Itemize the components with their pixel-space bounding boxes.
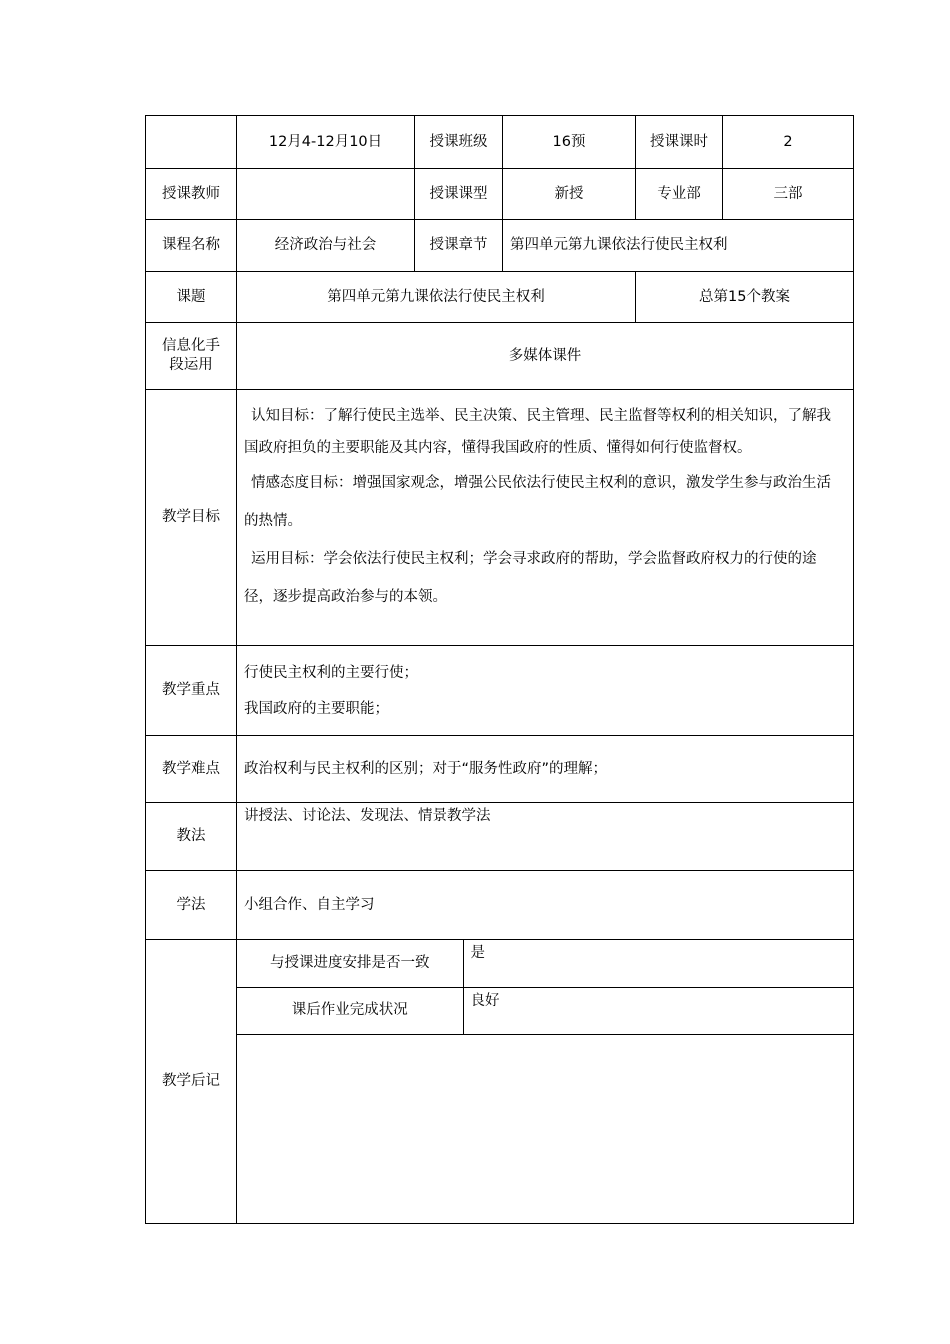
chapter-value: 第四单元第九课依法行使民主权利 [503, 220, 854, 272]
key-points-label: 教学重点 [146, 646, 237, 736]
postscript-row-homework [237, 987, 853, 1034]
row-learning [146, 871, 854, 940]
row-methods [146, 803, 854, 871]
hours-value: 2 [723, 116, 854, 169]
row-difficulties [146, 736, 854, 803]
postscript-label: 教学后记 [146, 940, 237, 1224]
row-postscript [146, 940, 854, 1224]
goal-cognitive: 认知目标：了解行使民主选举、民主决策、民主管理、民主监督等权利的相关知识，了解我国政府担负的主要职能及其内容，懂得我国政府的性质、懂得如何行使监督权。 [244, 408, 831, 456]
class-value: 16预 [503, 116, 636, 169]
it-value: 多媒体课件 [237, 323, 854, 390]
row-key-points [146, 646, 854, 736]
postscript-table [237, 940, 853, 1223]
homework-question: 课后作业完成状况 [237, 987, 463, 1034]
course-value: 经济政治与社会 [237, 220, 415, 272]
plan-number: 总第15个教案 [636, 272, 854, 323]
row-goals [146, 390, 854, 646]
difficulties-label: 教学难点 [146, 736, 237, 803]
postscript-row-notes [237, 1034, 853, 1223]
key-point-1: 行使民主权利的主要行使； [244, 664, 418, 681]
date-range: 12月4-12月10日 [237, 116, 415, 169]
row-date [146, 116, 854, 169]
row-teacher [146, 169, 854, 220]
key-point-2: 我国政府的主要职能； [244, 700, 389, 717]
teacher-label: 授课教师 [146, 169, 237, 220]
postscript-row-progress [237, 940, 853, 987]
it-label-line2: 段运用 [169, 357, 213, 373]
hours-label: 授课课时 [636, 116, 723, 169]
topic-label: 课题 [146, 272, 237, 323]
progress-answer: 是 [463, 940, 853, 987]
methods-value: 讲授法、讨论法、发现法、情景教学法 [237, 803, 854, 871]
postscript-notes [237, 1034, 853, 1223]
goal-emotional: 情感态度目标：增强国家观念，增强公民依法行使民主权利的意识，激发学生参与政治生活的热情。 [244, 475, 831, 529]
type-value: 新授 [503, 169, 636, 220]
type-label: 授课课型 [415, 169, 503, 220]
goals-label: 教学目标 [146, 390, 237, 646]
row-topic [146, 272, 854, 323]
progress-question: 与授课进度安排是否一致 [237, 940, 463, 987]
postscript-content [237, 940, 854, 1224]
homework-answer: 良好 [463, 987, 853, 1034]
difficulties-value: 政治权利与民主权利的区别；对于“服务性政府”的理解； [237, 736, 854, 803]
chapter-label: 授课章节 [415, 220, 503, 272]
class-label: 授课班级 [415, 116, 503, 169]
methods-label: 教法 [146, 803, 237, 871]
teacher-value [237, 169, 415, 220]
learning-value: 小组合作、自主学习 [237, 871, 854, 940]
topic-value: 第四单元第九课依法行使民主权利 [237, 272, 636, 323]
goals-content [237, 390, 854, 646]
key-points-content [237, 646, 854, 736]
course-label: 课程名称 [146, 220, 237, 272]
blank-cell [146, 116, 237, 169]
row-it [146, 323, 854, 390]
dept-value: 三部 [723, 169, 854, 220]
row-course [146, 220, 854, 272]
learning-label: 学法 [146, 871, 237, 940]
goal-application: 运用目标：学会依法行使民主权利；学会寻求政府的帮助，学会监督政府权力的行使的途径，逐步提高政治参与的本领。 [244, 551, 817, 605]
it-label-line1: 信息化手 [162, 338, 220, 355]
dept-label: 专业部 [636, 169, 723, 220]
lesson-plan-table [145, 115, 854, 1224]
it-label [146, 323, 237, 390]
